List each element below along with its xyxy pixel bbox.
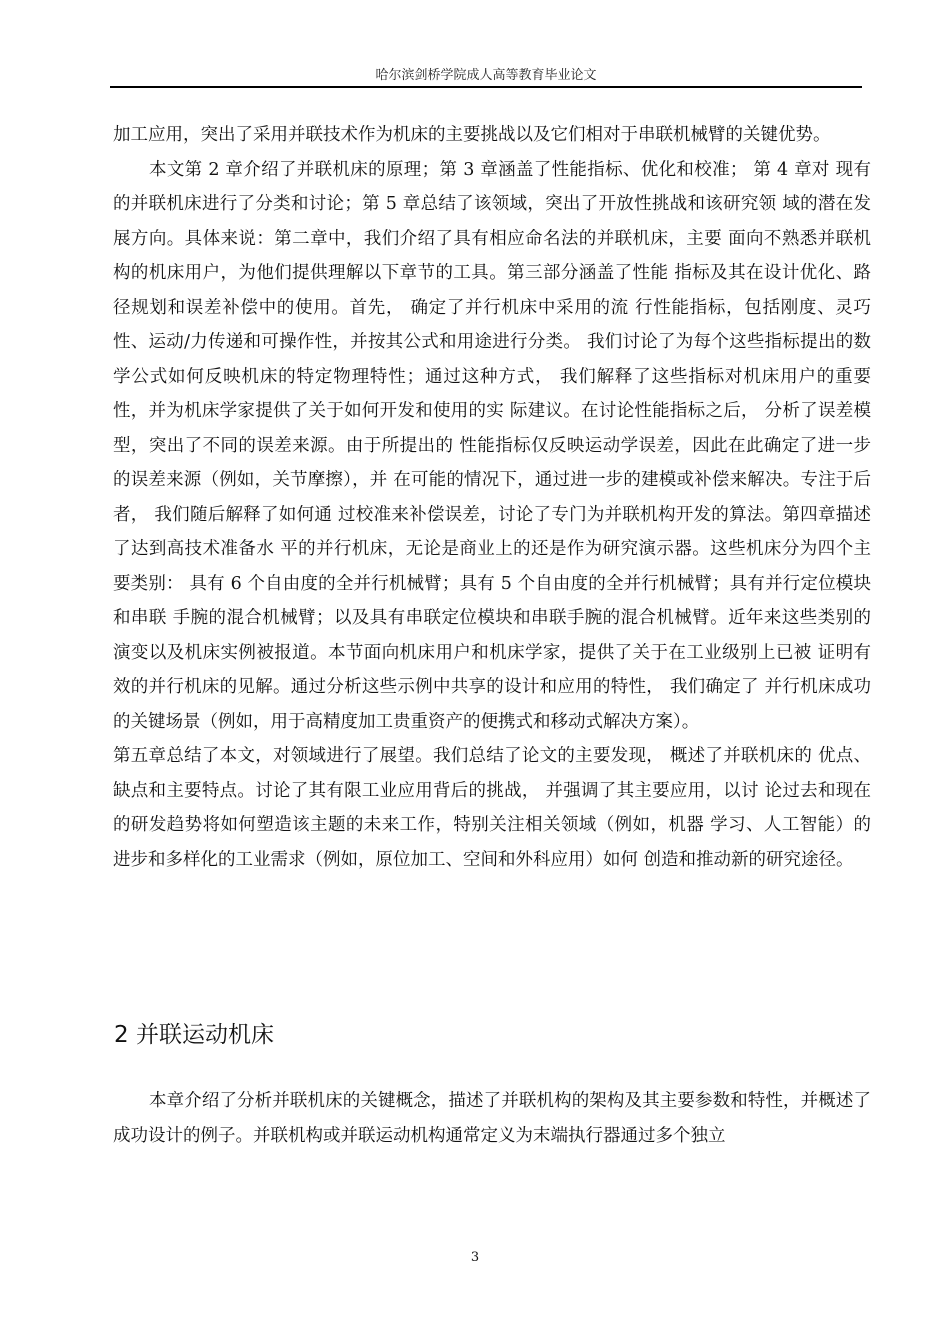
section-body — [113, 1084, 871, 1153]
paragraph-chapter-overview: 本文第 2 章介绍了并联机床的原理；第 3 章涵盖了性能指标、优化和校准； 第 4 章对 现有的并联机床进行了分类和讨论；第 5 章总结了该领域，突出了开放性挑战和该研究领 域的潜在发展方向。具体来说：第二章中，我们介绍了具有相应命名法的并联机床，主要 面向不熟悉并联机构的机床用户，为他们提供理解以下章节的工具。第三部分涵盖了性能 指标及其在设计优化、路径规划和误差补偿中的使用。首先， 确定了并行机床中采用的流 行性能指标，包括刚度、灵巧性、运动/力传递和可操作性，并按其公式和用途进行分类。 我们讨论了为每个这些指标提出的数学公式如何反映机床的特定物理特性；通过这种方式， 我们解释了这些指标对机床用户的重要性，并为机床学家提供了关于如何开发和使用的实 际建议。在讨论性能指标之后， 分析了误差模型，突出了不同的误差来源。由于所提出的 性能指标仅反映运动学误差，因此在此确定了进一步的误差来源（例如，关节摩擦），并 在可能的情况下，通过进一步的建模或补偿来解决。专注于后者， 我们随后解释了如何通 过校准来补偿误差，讨论了专门为并联机构开发的算法。第四章描述了达到高技术准备水 平的并行机床，无论是商业上的还是作为研究演示器。这些机床分为四个主要类别： 具有 6 个自由度的全并行机械臂；具有 5 个自由度的全并行机械臂；具有并行定位模块和串联 手腕的混合机械臂；以及具有串联定位模块和串联手腕的混合机械臂。近年来这些类别的 演变以及机床实例被报道。本节面向机床用户和机床学家，提供了关于在工业级别上已被 证明有效的并行机床的见解。通过分析这些示例中共享的设计和应用的特性， 我们确定了 并行机床成功的关键场景（例如，用于高精度加工贵重资产的便携式和移动式解决方案）。 — [113, 159, 871, 732]
paragraph-chapter-five: 第五章总结了本文，对领域进行了展望。我们总结了论文的主要发现， 概述了并联机床的 优点、缺点和主要特点。讨论了其有限工业应用背后的挑战， 并强调了其主要应用，以讨 论过去和现在的研发趋势将如何塑造该主题的未来工作，特别关注相关领域（例如，机器 学习、人工智能）的进步和多样化的工业需求（例如，原位加工、空间和外科应用）如何 创造和推动新的研究途径。 — [113, 746, 871, 870]
paragraph-continuation: 加工应用，突出了采用并联技术作为机床的主要挑战以及它们相对于串联机械臂的关键优势。 — [113, 125, 831, 145]
header-divider — [110, 86, 862, 88]
page-number: 3 — [470, 1250, 480, 1265]
section-paragraph: 本章介绍了分析并联机床的关键概念，描述了并联机构的架构及其主要参数和特性，并概述了成功设计的例子。并联机构或并联运动机构通常定义为末端执行器通过多个独立 — [113, 1091, 871, 1146]
section-heading: 2 并联运动机床 — [114, 1022, 274, 1048]
running-header: 哈尔滨剑桥学院成人高等教育毕业论文 — [375, 68, 597, 83]
body-text — [113, 118, 871, 877]
